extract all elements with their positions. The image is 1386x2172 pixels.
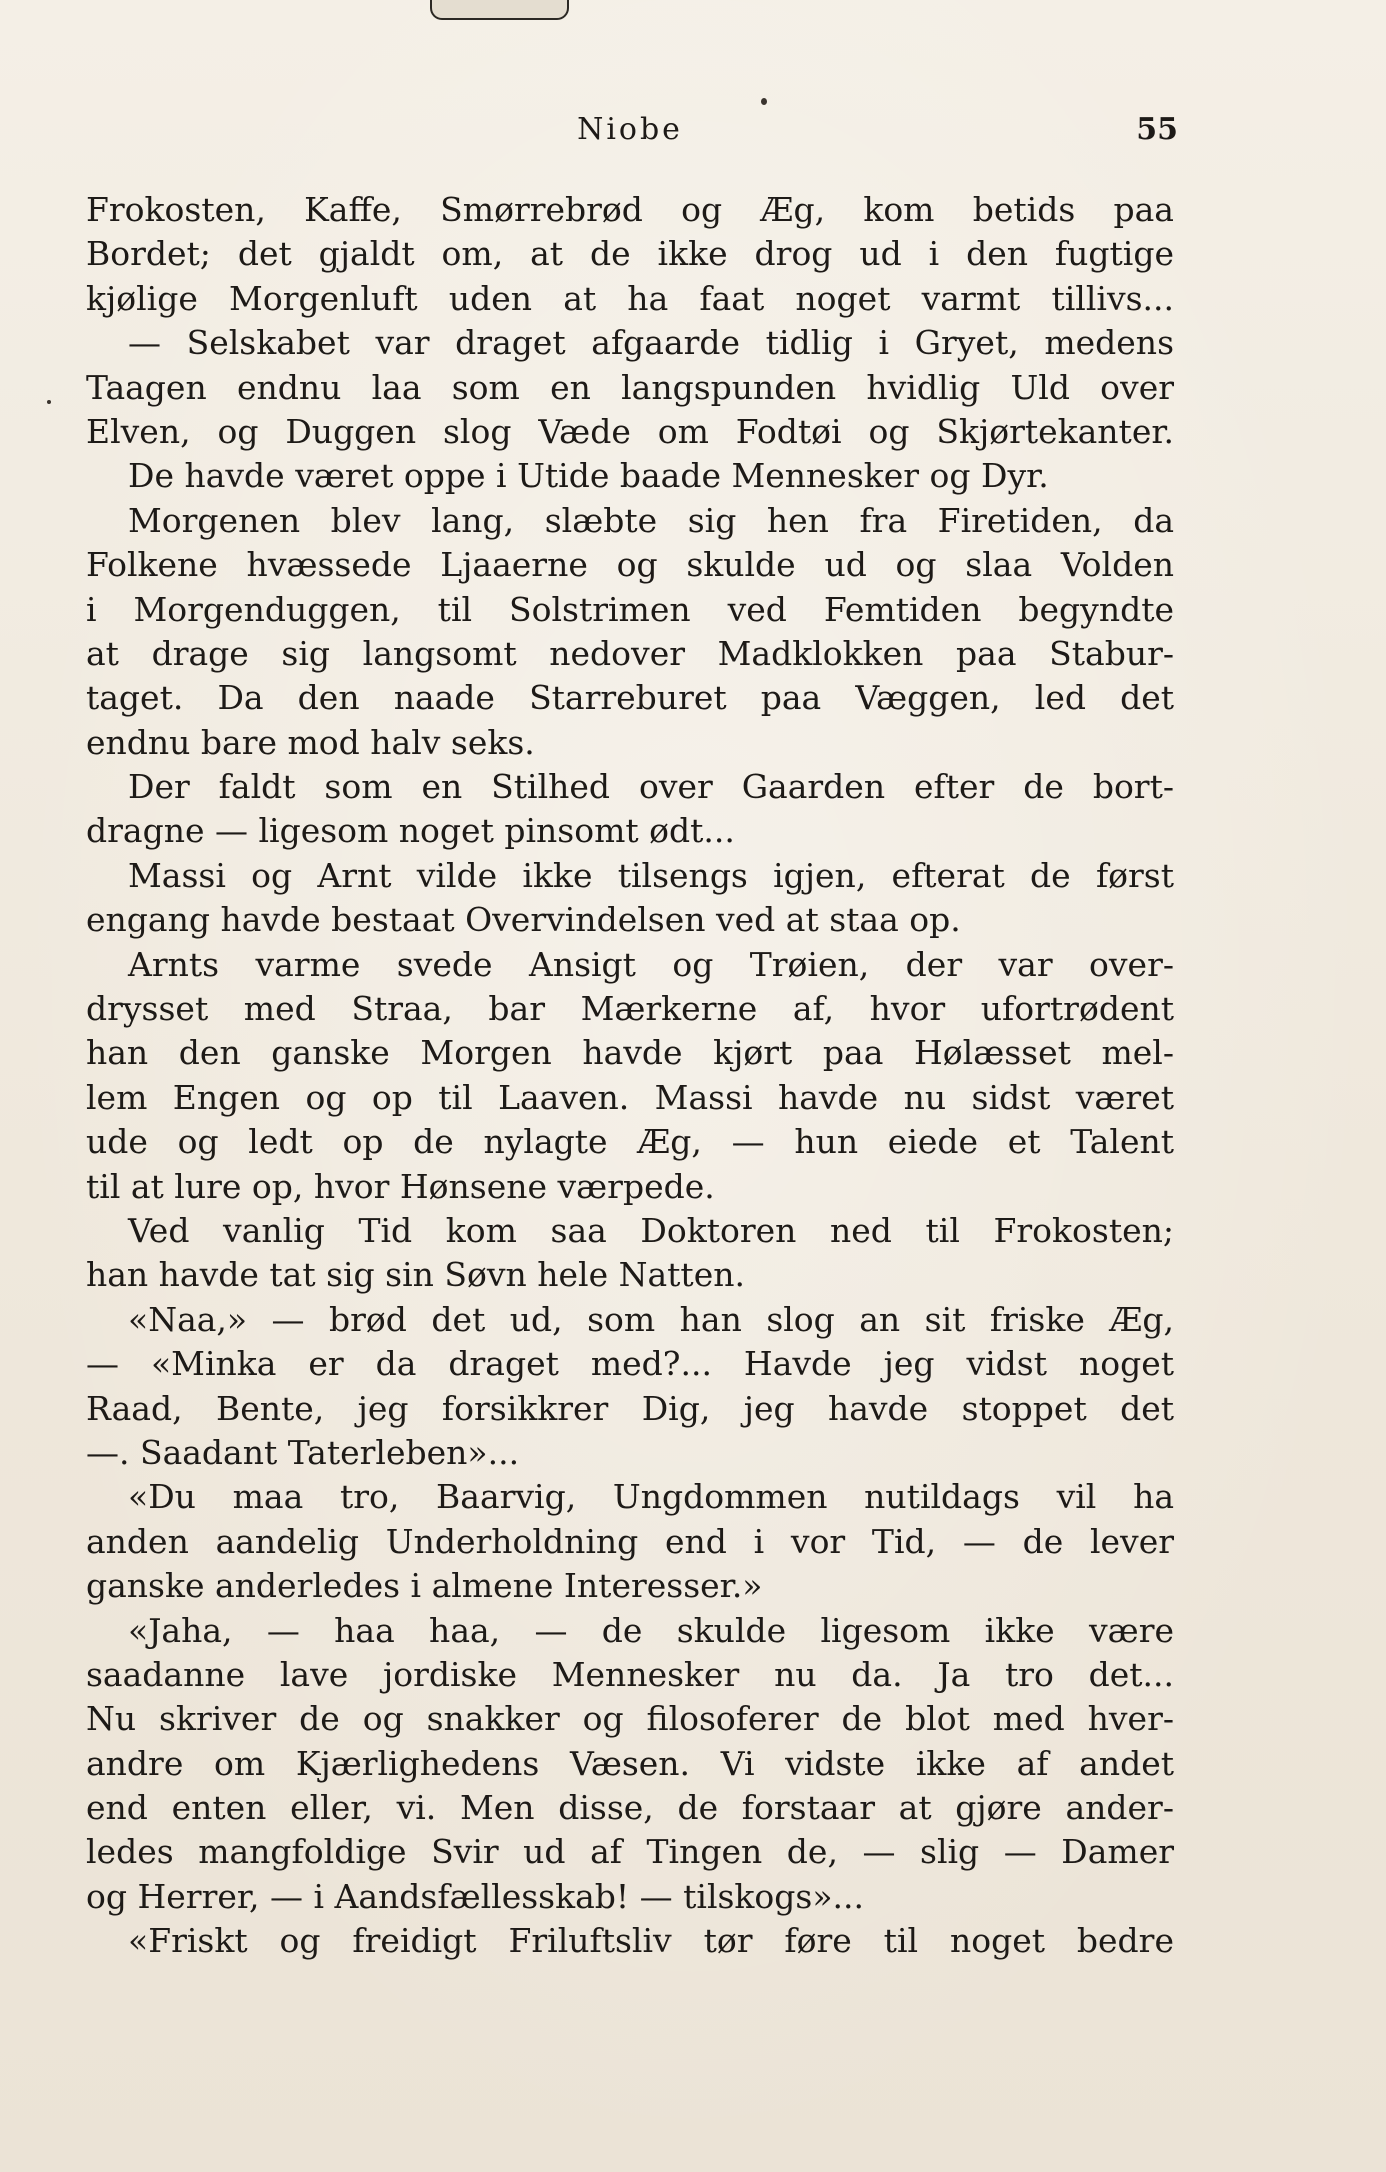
page-tab-mark bbox=[430, 0, 569, 20]
text-line: Taagen endnu laa som en langspunden hvidlig Uld over bbox=[86, 367, 1174, 407]
body-text bbox=[86, 188, 1174, 1964]
text-line: han havde tat sig sin Søvn hele Natten. bbox=[86, 1255, 745, 1295]
text-line: at drage sig langsomt nedover Madklokken paa Stabur- bbox=[86, 633, 1174, 673]
text-line: Morgenen blev lang, slæbte sig hen fra Firetiden, da bbox=[128, 500, 1174, 540]
text-line: Raad, Bente, jeg forsikkrer Dig, jeg havde stoppet det bbox=[86, 1388, 1174, 1428]
text-line: Folkene hvæssede Ljaaerne og skulde ud og slaa Volden bbox=[86, 545, 1174, 585]
text-line: Elven, og Duggen slog Væde om Fodtøi og Skjørtekanter. bbox=[86, 411, 1174, 451]
text-line: Frokosten, Kaffe, Smørrebrød og Æg, kom betids paa bbox=[86, 190, 1174, 229]
text-line: ganske anderledes i almene Interesser.» bbox=[86, 1566, 763, 1606]
text-line: drysset med Straa, bar Mærkerne af, hvor ufortrødent bbox=[86, 989, 1174, 1029]
text-line: «Friskt og freidigt Friluftsliv tør føre til noget bedre bbox=[128, 1921, 1174, 1961]
text-line: i Morgenduggen, til Solstrimen ved Femtiden begyndte bbox=[86, 589, 1174, 629]
text-line: lem Engen og op til Laaven. Massi havde nu sidst været bbox=[86, 1077, 1174, 1117]
text-line: endnu bare mod halv seks. bbox=[86, 722, 535, 762]
text-line: Der faldt som en Stilhed over Gaarden efter de bort- bbox=[128, 767, 1174, 807]
text-line: end enten eller, vi. Men disse, de forstaar at gjøre ander- bbox=[86, 1788, 1174, 1828]
running-head bbox=[82, 112, 1178, 162]
text-line: kjølige Morgenluft uden at ha faat noget varmt tillivs... bbox=[86, 278, 1174, 318]
text-line: —. Saadant Taterleben»... bbox=[86, 1432, 520, 1472]
text-line: anden aandelig Underholdning end i vor Tid, — de lever bbox=[86, 1521, 1174, 1561]
text-line: andre om Kjærlighedens Væsen. Vi vidste ikke af andet bbox=[86, 1743, 1174, 1783]
text-line: «Naa,» — brød det ud, som han slog an sit friske Æg, bbox=[128, 1299, 1174, 1339]
text-line: engang havde bestaat Overvindelsen ved at staa op. bbox=[86, 900, 961, 940]
running-title: Niobe bbox=[577, 112, 683, 147]
text-line: taget. Da den naade Starreburet paa Væggen, led det bbox=[86, 678, 1174, 718]
text-line: Nu skriver de og snakker og filosoferer de blot med hver- bbox=[86, 1699, 1174, 1739]
text-line: han den ganske Morgen havde kjørt paa Hølæsset mel- bbox=[86, 1033, 1174, 1073]
text-line: — «Minka er da draget med?... Havde jeg vidst noget bbox=[86, 1344, 1174, 1384]
text-line: Bordet; det gjaldt om, at de ikke drog ud i den fugtige bbox=[86, 234, 1174, 274]
text-line: og Herrer, — i Aandsfællesskab! — tilskogs»... bbox=[86, 1876, 865, 1916]
text-line: dragne — ligesom noget pinsomt ødt... bbox=[86, 811, 735, 851]
page-number: 55 bbox=[1136, 112, 1178, 147]
text-line: De havde været oppe i Utide baade Mennesker og Dyr. bbox=[128, 456, 1049, 496]
text-line: saadanne lave jordiske Mennesker nu da. Ja tro det... bbox=[86, 1654, 1174, 1694]
ink-speck bbox=[761, 98, 767, 105]
ink-speck bbox=[47, 400, 51, 404]
text-line: til at lure op, hvor Hønsene værpede. bbox=[86, 1166, 715, 1206]
text-line: «Jaha, — haa haa, — de skulde ligesom ikke være bbox=[128, 1610, 1174, 1650]
text-line: ude og ledt op de nylagte Æg, — hun eiede et Talent bbox=[86, 1122, 1174, 1162]
text-line: «Du maa tro, Baarvig, Ungdommen nutildags vil ha bbox=[128, 1477, 1174, 1517]
text-line: Ved vanlig Tid kom saa Doktoren ned til Frokosten; bbox=[128, 1210, 1174, 1250]
text-line: Massi og Arnt vilde ikke tilsengs igjen, efterat de først bbox=[128, 855, 1174, 895]
text-line: Arnts varme svede Ansigt og Trøien, der var over- bbox=[128, 944, 1174, 984]
text-line: ledes mangfoldige Svir ud af Tingen de, — slig — Damer bbox=[86, 1832, 1174, 1872]
text-line: — Selskabet var draget afgaarde tidlig i Gryet, medens bbox=[128, 323, 1174, 363]
